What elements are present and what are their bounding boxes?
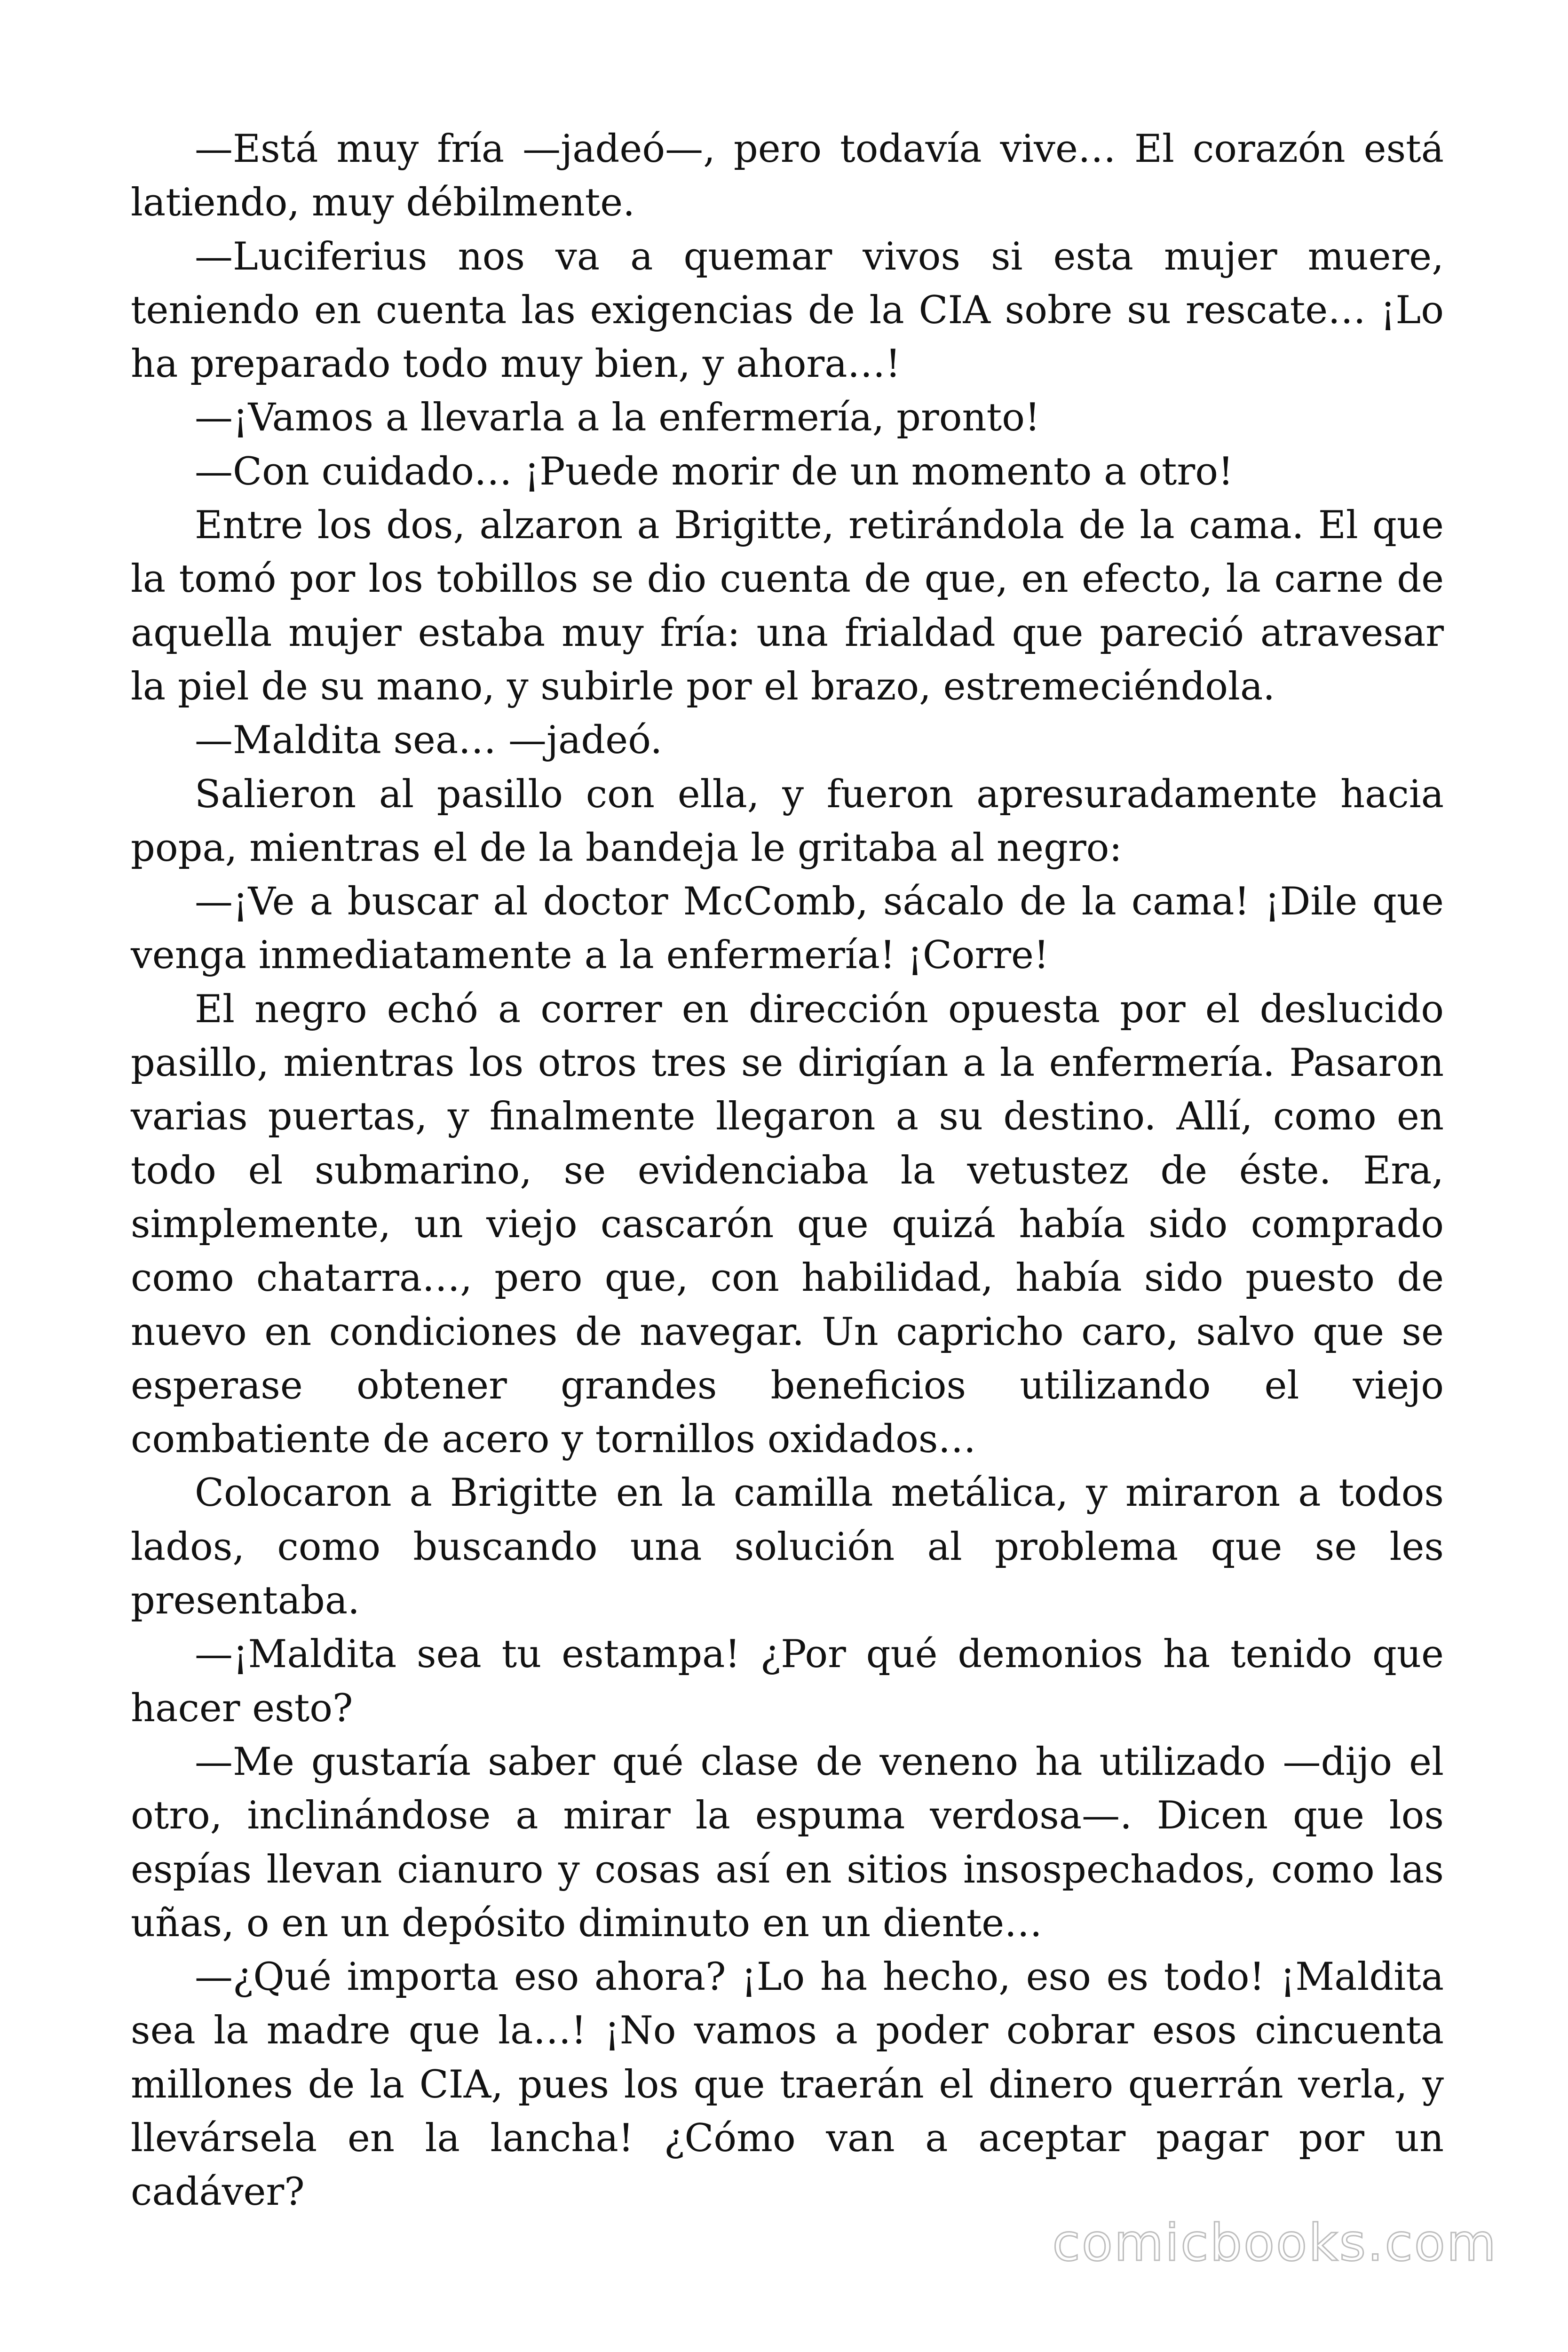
watermark-text: comicbooks.com bbox=[1052, 2214, 1497, 2273]
paragraph: —¡Ve a buscar al doctor McComb, sácalo de la cama! ¡Dile que venga inmediatamente a la enfermería! ¡Corre! bbox=[131, 880, 1444, 978]
paragraph: Entre los dos, alzaron a Brigitte, retirándola de la cama. El que la tomó por los tobillos se dio cuenta de que, en efecto, la carne de aquella mujer estaba muy fría: una frialdad que pareció atravesar la piel de su mano, y subirle por el brazo, estremeciéndola. bbox=[131, 503, 1444, 709]
paragraph: —¡Maldita sea tu estampa! ¿Por qué demonios ha tenido que hacer esto? bbox=[131, 1632, 1444, 1731]
paragraph: —¿Qué importa eso ahora? ¡Lo ha hecho, eso es todo! ¡Maldita sea la madre que la…! ¡No vamos a poder cobrar esos cincuenta millones de la CIA, pues los que traerán el dinero querrán verla, y llevársela en la lancha! ¿Cómo van a aceptar pagar por un cadáver? bbox=[131, 1955, 1444, 2215]
book-page-text bbox=[131, 122, 1444, 2219]
paragraph: —Luciferius nos va a quemar vivos si esta mujer muere, teniendo en cuenta las exigencias de la CIA sobre su rescate… ¡Lo ha preparado todo muy bien, y ahora…! bbox=[131, 234, 1444, 387]
paragraph: —¡Vamos a llevarla a la enfermería, pronto! bbox=[195, 396, 1040, 440]
paragraph: El negro echó a correr en dirección opuesta por el deslucido pasillo, mientras los otros tres se dirigían a la enfermería. Pasaron varias puertas, y finalmente llegaron a su destino. Allí, como en todo el submarino, se evidenciaba la vetustez de éste. Era, simplemente, un viejo cascarón que quizá había sido comprado como chatarra…, pero que, con habilidad, había sido puesto de nuevo en condiciones de navegar. Un capricho caro, salvo que se esperase obtener grandes beneficios utilizando el viejo combatiente de acero y tornillos oxidados… bbox=[131, 987, 1444, 1462]
paragraph: —Me gustaría saber qué clase de veneno ha utilizado —dijo el otro, inclinándose a mirar la espuma verdosa—. Dicen que los espías llevan cianuro y cosas así en sitios insospechados, como las uñas, o en un depósito diminuto en un diente… bbox=[131, 1740, 1444, 1946]
paragraph: —Está muy fría —jadeó—, pero todavía vive… El corazón está latiendo, muy débilmente. bbox=[131, 127, 1444, 225]
paragraph: Colocaron a Brigitte en la camilla metálica, y miraron a todos lados, como buscando una solución al problema que se les presentaba. bbox=[131, 1471, 1444, 1623]
paragraph: —Maldita sea… —jadeó. bbox=[195, 718, 663, 763]
paragraph: —Con cuidado… ¡Puede morir de un momento a otro! bbox=[195, 449, 1234, 494]
paragraph: Salieron al pasillo con ella, y fueron apresuradamente hacia popa, mientras el de la bandeja le gritaba al negro: bbox=[131, 772, 1444, 870]
